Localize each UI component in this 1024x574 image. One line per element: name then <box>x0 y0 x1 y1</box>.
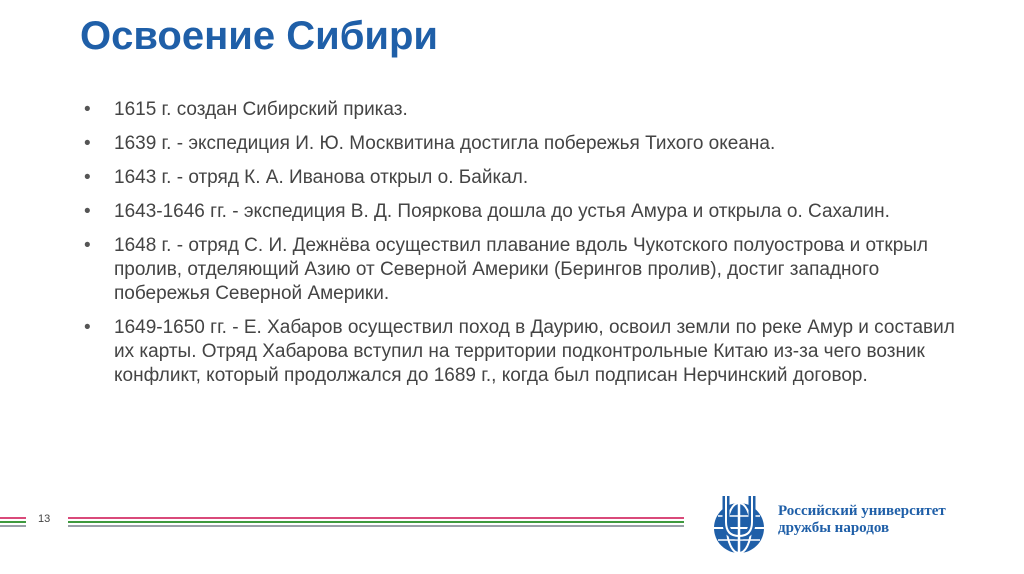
bullet-text: 1615 г. создан Сибирский приказ. <box>114 99 408 120</box>
footer-stripe-pink-left <box>0 517 26 519</box>
bullet-dot-icon: • <box>84 317 91 338</box>
slide-title: Освоение Сибири <box>80 14 439 58</box>
bullet-text: 1648 г. - отряд С. И. Дежнёва осуществил плавание вдоль Чукотского полуострова и открыл пролив, отделяющий Азию от Северной Америки (Берингов пролив), достиг западного побережья Северной Америки. <box>114 235 929 304</box>
bullet-text: 1643-1646 гг. - экспедиция В. Д. Пояркова дошла до устья Амура и открыла о. Сахалин. <box>114 201 890 222</box>
footer-stripe-green <box>68 521 684 523</box>
bullet-item <box>80 132 980 156</box>
bullet-item <box>80 316 980 388</box>
footer-stripe-green-left <box>0 521 26 523</box>
bullet-text: 1649-1650 гг. - Е. Хабаров осуществил поход в Даурию, освоил земли по реке Амур и составил их карты. Отряд Хабарова вступил на территории подконтрольные Китаю из-за чего возник конфликт, который продолжался до 1689 г., когда был подписан Нерчинский договор. <box>114 317 955 386</box>
bullet-dot-icon: • <box>84 99 91 120</box>
logo-line-1: Российский университет <box>778 503 946 519</box>
bullet-text: 1639 г. - экспедиция И. Ю. Москвитина достигла побережья Тихого океана. <box>114 133 776 154</box>
bullet-item <box>80 234 980 306</box>
bullet-text: 1643 г. - отряд К. А. Иванова открыл о. Байкал. <box>114 167 529 188</box>
bullet-dot-icon: • <box>84 235 91 256</box>
university-logo-text <box>778 503 946 537</box>
logo-line-2: дружбы народов <box>778 520 890 536</box>
page-number: 13 <box>38 513 51 525</box>
bullet-dot-icon: • <box>84 201 91 222</box>
footer-stripe-pink <box>68 517 684 519</box>
university-logo-icon <box>706 492 772 558</box>
bullet-item <box>80 200 980 224</box>
bullet-list <box>80 98 980 398</box>
bullet-item <box>80 166 980 190</box>
bullet-dot-icon: • <box>84 167 91 188</box>
bullet-item <box>80 98 980 122</box>
footer-stripe-gray <box>68 525 684 527</box>
bullet-dot-icon: • <box>84 133 91 154</box>
footer-stripe-gray-left <box>0 525 26 527</box>
